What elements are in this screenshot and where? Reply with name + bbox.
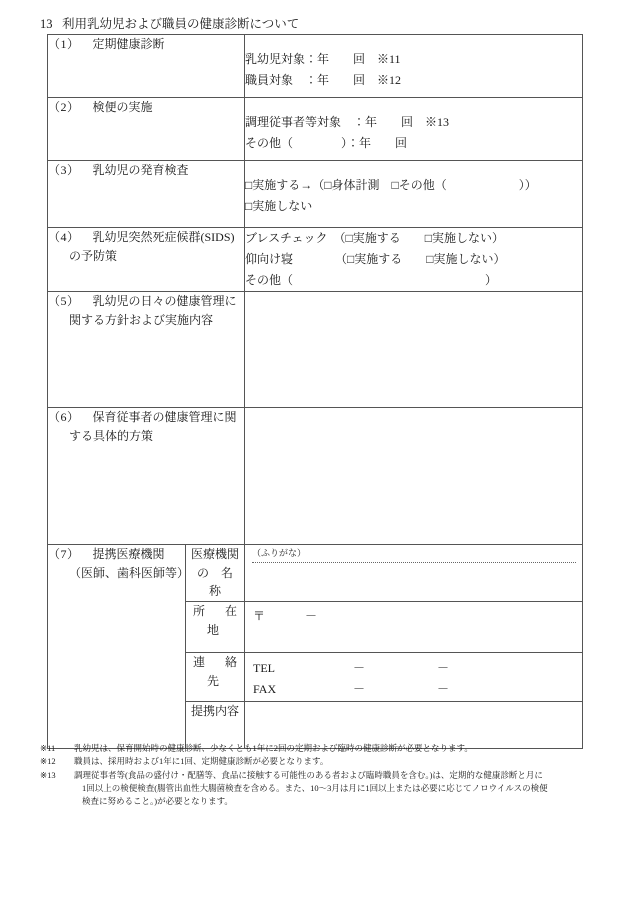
footnote-12-line-1: 職員は、採用時および1年に1回、定期健康診断が必要となります。 [74,756,329,767]
footnote-12-marker: ※12 [40,756,56,767]
section-title-6: 保育従事者の健康管理に関 [92,410,237,424]
section-content-2[interactable] [245,98,583,161]
growth-check-yes-line[interactable]: □実施する→（□身体計測 □その他（ ）） [245,178,537,192]
table-row [48,161,583,228]
section-label-1 [48,35,245,98]
institution-name-sub-label-line1: 医療機関 [190,547,239,561]
section-content-1[interactable] [245,35,583,98]
institution-name-sub-label [186,545,245,602]
postal-code-dash: － [305,609,318,623]
health-checkup-form-table [47,34,583,749]
institution-address-sub-label [186,602,258,653]
section-label-2 [48,98,245,161]
fax-dash-1: － [353,681,366,696]
growth-check-no-line[interactable]: □実施しない [245,199,313,213]
section-title-5-line2: 関する方針および実施内容 [69,312,214,327]
page-title-text: 利用乳幼児および職員の健康診断について [62,17,300,31]
fax-row[interactable] [253,679,576,700]
footnote-11-body [74,742,600,755]
fax-label: FAX [253,681,277,696]
section-title-4-line2: の予防策 [69,248,118,263]
sids-other-line[interactable]: その他（ ） [245,273,498,287]
footnote-12-body [74,755,600,768]
section-title-2: 検便の実施 [92,100,153,114]
postal-code-mark: 〒 [253,609,266,623]
page-title [40,17,299,32]
institution-contact-field[interactable] [245,653,583,702]
section-label-7 [48,545,190,749]
institution-address-sub-label-text: 所 在 地 [192,604,258,637]
section-label-3 [48,161,245,228]
institution-address-field[interactable] [245,602,583,653]
institution-contact-sub-label [186,653,258,702]
footnote-13-line-2: 1回以上の検便検査(腸管出血性大腸菌検査を含める。また、10～3月は月に1回以上または必要に応じてノロウイルスの検便 [82,782,548,793]
section-content-3[interactable] [245,161,583,228]
section-number-1: （1） [48,37,80,51]
section-label-5 [48,292,245,408]
section-content-6[interactable] [245,408,583,545]
telephone-dash-2: － [437,661,450,675]
section-title-7-line2: （医師、歯科医師等） [69,565,190,580]
section-title-3: 乳幼児の発育検査 [92,163,189,177]
partnership-details-sub-label-text: 提携内容 [190,704,239,718]
furigana-divider [252,562,576,563]
telephone-dash-1: － [353,661,366,675]
section-number-4: （4） [48,230,80,244]
page-title-number: 13 [40,17,53,31]
checkup-infant-line: 乳幼児対象：年 回 ※11 [245,52,401,66]
institution-name-field[interactable] [245,545,583,602]
table-row [48,545,583,602]
section-title-4: 乳幼児突然死症候群(SIDS) [92,230,235,244]
footnote-13-body [74,769,600,808]
section-number-7: （7） [48,547,80,561]
section-number-6: （6） [48,410,80,424]
institution-contact-sub-label-text: 連 絡 先 [192,655,258,688]
stool-test-cook-line: 調理従事者等対象 ：年 回 ※13 [245,115,450,129]
footnotes [40,742,600,808]
stool-test-other-line: その他（ ）：年 回 [245,136,408,150]
furigana-label: （ふりがな） [252,548,307,558]
sids-supine-sleep-line[interactable]: 仰向け寝 （□実施する □実施しない） [245,252,506,266]
table-row [48,292,583,408]
table-row [48,98,583,161]
section-content-4[interactable] [245,228,583,292]
footnote-11 [40,742,600,755]
section-number-2: （2） [48,100,80,114]
footnote-12 [40,755,600,768]
telephone-row[interactable] [253,658,576,679]
institution-name-sub-label-line2: の 名 称 [196,565,246,599]
footnote-11-line-1: 乳幼児は、保育開始時の健康診断、少なくとも1年に2回の定期および臨時の健康診断が必要となります。 [74,743,473,753]
telephone-label: TEL [253,661,275,675]
footnote-13-line-3: 検査に努めること。)が必要となります。 [82,795,233,806]
table-row [48,228,583,292]
footnote-13-marker: ※13 [40,769,56,780]
fax-dash-2: － [437,681,450,696]
section-label-6 [48,408,245,545]
section-title-1: 定期健康診断 [92,37,165,51]
section-number-5: （5） [48,294,80,308]
section-title-7: 提携医療機関 [92,547,165,561]
section-title-6-line2: する具体的方策 [69,428,154,443]
section-label-4 [48,228,245,292]
table-row [48,408,583,545]
section-content-5[interactable] [245,292,583,408]
footnote-13-line-1: 調理従事者等(食品の盛付け・配膳等、食品に接触する可能性のある者および臨時職員を含む。)は、定期的な健康診断と月に [74,769,543,780]
footnote-13 [40,769,600,808]
footnote-11-marker: ※11 [40,743,56,753]
section-number-3: （3） [48,163,80,177]
table-row [48,35,583,98]
section-title-5: 乳幼児の日々の健康管理に [92,294,237,308]
sids-breath-check-line[interactable]: ブレスチェック （□実施する □実施しない） [245,231,505,245]
checkup-staff-line: 職員対象 ：年 回 ※12 [245,73,402,87]
